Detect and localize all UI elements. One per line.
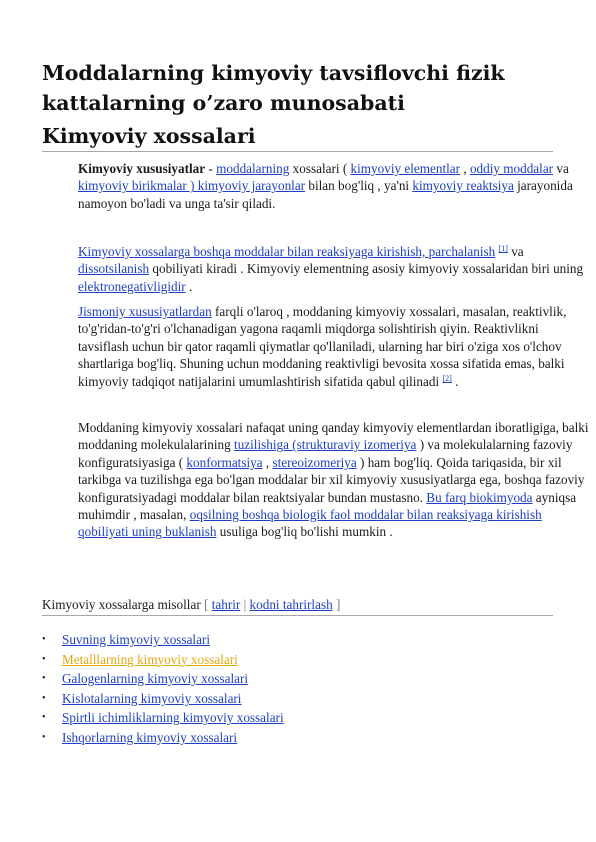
link-spirtli-ichimliklar[interactable]: Spirtli ichimliklarning kimyoviy xossalari xyxy=(62,710,284,726)
link-kimyoviy-birikmalar[interactable]: kimyoviy birikmalar ) kimyoviy jarayonlar xyxy=(78,178,306,194)
text: jarayonida namoyon bo'ladi va unga ta'sir qiladi. xyxy=(78,178,573,211)
text: , xyxy=(460,161,470,176)
text: xossalari ( xyxy=(289,161,351,176)
text: - xyxy=(205,161,217,176)
examples-heading xyxy=(42,596,553,616)
list-item xyxy=(42,689,284,709)
text: usuliga bog'liq bo'lishi mumkin . xyxy=(216,524,393,540)
text: ) ham bog'liq. Qoida tariqasida, bir xil tarkibga va tuzilishga ega bo'lgan moddalar bir xil kimyoviy xususiyatlarga ega, boshqa fazoviy konfiguratsiyadagi moddalar bilan reaktsiyalar bundan mustasno. xyxy=(78,454,585,505)
link-dissotsilanish[interactable]: dissotsilanish xyxy=(78,261,150,277)
bullet-icon: • xyxy=(42,731,46,743)
link-ishqorlar[interactable]: Ishqorlarning kimyoviy xossalari xyxy=(62,729,238,745)
text: . xyxy=(185,278,193,294)
bullet-icon: • xyxy=(42,653,46,665)
bracket-close: ] xyxy=(332,597,341,612)
paragraph-3 xyxy=(42,303,589,390)
list-item xyxy=(42,630,284,650)
text: bilan bog'liq , ya'ni xyxy=(305,178,413,194)
link-kislotalar[interactable]: Kislotalarning kimyoviy xossalari xyxy=(62,690,242,706)
text: va xyxy=(507,244,524,259)
bracket-open: [ xyxy=(200,597,212,612)
reference-2[interactable]: [2] xyxy=(442,373,452,383)
link-suv[interactable]: Suvning kimyoviy xossalari xyxy=(62,632,210,647)
link-elektronegativlik[interactable]: elektronegativligidir xyxy=(78,278,186,294)
paragraph-4 xyxy=(42,419,589,541)
paragraph-2 xyxy=(42,243,589,295)
text: ) va molekulalarning fazoviy konfiguratsiyasiga ( xyxy=(78,437,573,470)
link-metallar[interactable]: Metalllarning kimyoviy xossalari xyxy=(62,651,238,667)
paragraph-1 xyxy=(42,160,589,212)
term-bold: Kimyoviy xususiyatlar xyxy=(78,161,206,176)
page-title: Moddalarning kimyoviy tavsiflovchi fizik kattalarning o’zaro munosabati xyxy=(42,61,505,115)
link-oddiy-moddalar[interactable]: oddiy moddalar xyxy=(469,161,554,176)
text: farqli o'laroq , moddaning kimyoviy xossalari, masalan, reaktivlik, to'g'ridan-to'g'ri o'lchanadigan yagona raqamli miqdorga solishtirish qiyin. Reaktivlikni tavsiflash uchun bir qator raqamli qiymatlar qo'llaniladi, ularning har biri o'ziga xos o'lchov shartlariga bog'liq. Shuning uchun moddaning reaktivligi bevosita xossa sifatida emas, balki kimyoviy tadqiqot natijalarini umumlashtirish sifatida qabul qilinadi xyxy=(78,304,567,389)
link-oqsil-buklanish[interactable]: oqsilning boshqa biologik faol moddalar bilan reaksiyaga kirishish qobiliyati uning buklanish xyxy=(78,507,542,540)
examples-heading-text: Kimyoviy xossalarga misollar xyxy=(42,597,201,612)
list-item xyxy=(42,728,284,748)
link-stereoizomeriya[interactable]: stereoizomeriya xyxy=(272,454,357,470)
separator: | xyxy=(240,597,250,612)
link-jismoniy-xususiyatlar[interactable]: Jismoniy xususiyatlardan xyxy=(78,304,212,319)
list-item xyxy=(42,669,284,689)
edit-code-link[interactable]: kodni tahrirlash xyxy=(249,597,333,612)
text: , xyxy=(262,454,273,470)
text: Moddaning kimyoviy xossalari nafaqat uning qanday kimyoviy elementlardan iboratligiga, balki moddaning molekulalarining xyxy=(78,420,589,453)
examples-list xyxy=(42,630,284,748)
link-konformatsiya[interactable]: konformatsiya xyxy=(186,454,263,470)
edit-link[interactable]: tahrir xyxy=(211,597,241,612)
text: qobiliyati kiradi . Kimyoviy elementning asosiy kimyoviy xossalaridan biri uning xyxy=(149,261,584,277)
link-moddalarning[interactable]: moddalarning xyxy=(216,161,290,176)
link-reaksiyaga-kirishish[interactable]: Kimyoviy xossalarga boshqa moddalar bilan reaksiyaga kirishish, parchalanish xyxy=(78,244,496,259)
text: . xyxy=(451,373,459,389)
link-kimyoviy-reaktsiya[interactable]: kimyoviy reaktsiya xyxy=(412,178,514,194)
reference-1[interactable]: [1] xyxy=(498,244,508,253)
text: va xyxy=(553,161,569,176)
list-item xyxy=(42,708,284,728)
section-heading: Kimyoviy xossalari xyxy=(42,122,553,152)
link-biokimyo[interactable]: Bu farq biokimyoda xyxy=(426,489,533,505)
link-galogenlar[interactable]: Galogenlarning kimyoviy xossalari xyxy=(62,671,249,687)
link-tuzilishiga[interactable]: tuzilishiga (strukturaviy izomeriya xyxy=(234,437,417,453)
bullet-icon: • xyxy=(42,692,46,704)
link-kimyoviy-elementlar[interactable]: kimyoviy elementlar xyxy=(350,161,461,176)
text: ayniqsa muhimdir , masalan, xyxy=(78,489,577,523)
bullet-icon: • xyxy=(42,634,46,645)
bullet-icon: • xyxy=(42,712,46,724)
bullet-icon: • xyxy=(42,673,46,685)
list-item xyxy=(42,650,284,670)
